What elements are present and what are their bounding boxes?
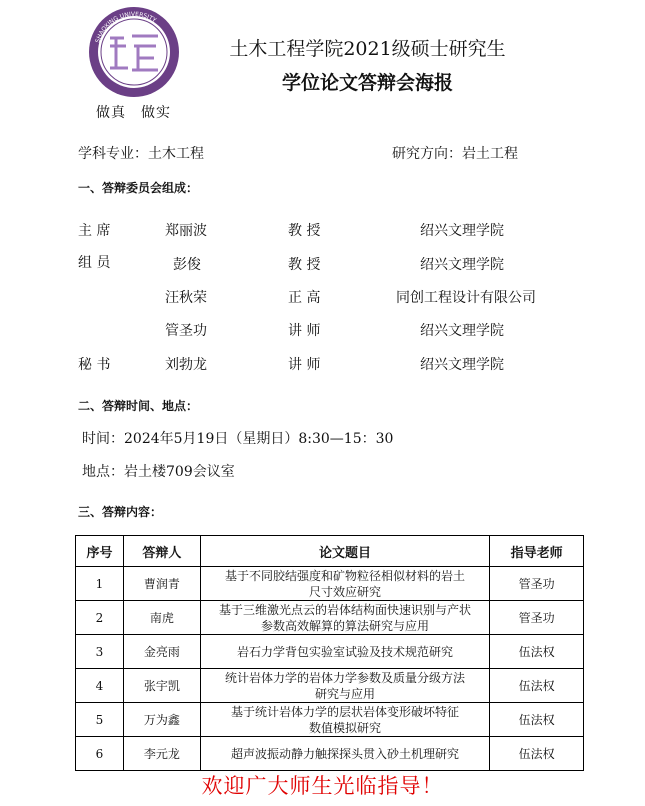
student-name: 张宇凯 — [123, 669, 200, 703]
member-name: 汪秋荣 — [165, 290, 207, 306]
member-title: 教 授 — [288, 257, 321, 273]
table-header-row — [76, 536, 584, 567]
table-row — [76, 737, 584, 771]
column-header: 论文题目 — [200, 536, 489, 567]
member-name: 管圣功 — [165, 323, 207, 339]
student-name: 金亮雨 — [123, 635, 200, 669]
defense-time: 时间：2024年5月19日（星期日）8:30—15：30 — [82, 431, 394, 447]
column-header: 答辩人 — [123, 536, 200, 567]
table-row — [76, 669, 584, 703]
thesis-topic: 岩石力学背包实验室试验及技术规范研究 — [200, 635, 489, 669]
thesis-topic: 基于统计岩体力学的层状岩体变形破坏特征 数值模拟研究 — [200, 703, 489, 737]
member-org: 绍兴文理学院 — [420, 223, 504, 239]
advisor-name: 伍法权 — [490, 635, 584, 669]
member-org: 同创工程设计有限公司 — [396, 290, 536, 306]
student-name: 曹润青 — [123, 567, 200, 601]
row-number: 5 — [76, 703, 124, 737]
table-row — [76, 703, 584, 737]
thesis-topic: 超声波振动静力触探探头贯入砂土机理研究 — [200, 737, 489, 771]
motto: 做真 做实 — [96, 105, 171, 121]
row-number: 1 — [76, 567, 124, 601]
thesis-topic: 统计岩体力学的岩体力学参数及质量分级方法 研究与应用 — [200, 669, 489, 703]
logo-ring-text: SHAOXING UNIVERSITY — [94, 10, 158, 44]
member-title: 正 高 — [288, 290, 321, 306]
column-header: 序号 — [76, 536, 124, 567]
student-name: 万为鑫 — [123, 703, 200, 737]
thesis-topic: 基于三维激光点云的岩体结构面快速识别与产状 参数高效解算的算法研究与应用 — [200, 601, 489, 635]
member-name: 彭俊 — [173, 257, 201, 273]
row-number: 4 — [76, 669, 124, 703]
table-row — [76, 567, 584, 601]
section1-heading: 一、答辩委员会组成： — [78, 181, 199, 195]
member-role: 秘 书 — [78, 357, 111, 373]
research-direction: 研究方向：岩土工程 — [392, 146, 518, 162]
member-title: 教 授 — [288, 223, 321, 239]
row-number: 3 — [76, 635, 124, 669]
poster-title-line1: 土木工程学院2021级硕士研究生 — [229, 38, 506, 60]
defense-schedule-table — [75, 535, 584, 771]
member-org: 绍兴文理学院 — [420, 323, 504, 339]
student-name: 李元龙 — [123, 737, 200, 771]
student-name: 南虎 — [123, 601, 200, 635]
member-name: 郑丽波 — [165, 223, 207, 239]
row-number: 6 — [76, 737, 124, 771]
advisor-name: 伍法权 — [490, 737, 584, 771]
poster-title-line2: 学位论文答辩会海报 — [281, 72, 453, 94]
table-row — [76, 601, 584, 635]
member-title: 讲 师 — [288, 357, 321, 373]
advisor-name: 伍法权 — [490, 703, 584, 737]
section3-heading: 三、答辩内容： — [78, 505, 163, 519]
advisor-name: 管圣功 — [490, 567, 584, 601]
member-title: 讲 师 — [288, 323, 321, 339]
advisor-name: 管圣功 — [490, 601, 584, 635]
member-org: 绍兴文理学院 — [420, 257, 504, 273]
column-header: 指导老师 — [490, 536, 584, 567]
section2-heading: 二、答辩时间、地点： — [78, 399, 199, 413]
defense-place: 地点：岩土楼709会议室 — [82, 464, 235, 480]
advisor-name: 伍法权 — [490, 669, 584, 703]
row-number: 2 — [76, 601, 124, 635]
welcome-banner: 欢迎广大师生光临指导！ — [201, 774, 444, 798]
major-field: 学科专业：土木工程 — [78, 146, 204, 162]
table-row — [76, 635, 584, 669]
member-role: 主 席 — [78, 223, 111, 239]
thesis-topic: 基于不同胶结强度和矿物粒径相似材料的岩土 尺寸效应研究 — [200, 567, 489, 601]
member-name: 刘勃龙 — [165, 357, 207, 373]
member-org: 绍兴文理学院 — [420, 357, 504, 373]
member-role: 组 员 — [78, 255, 111, 271]
